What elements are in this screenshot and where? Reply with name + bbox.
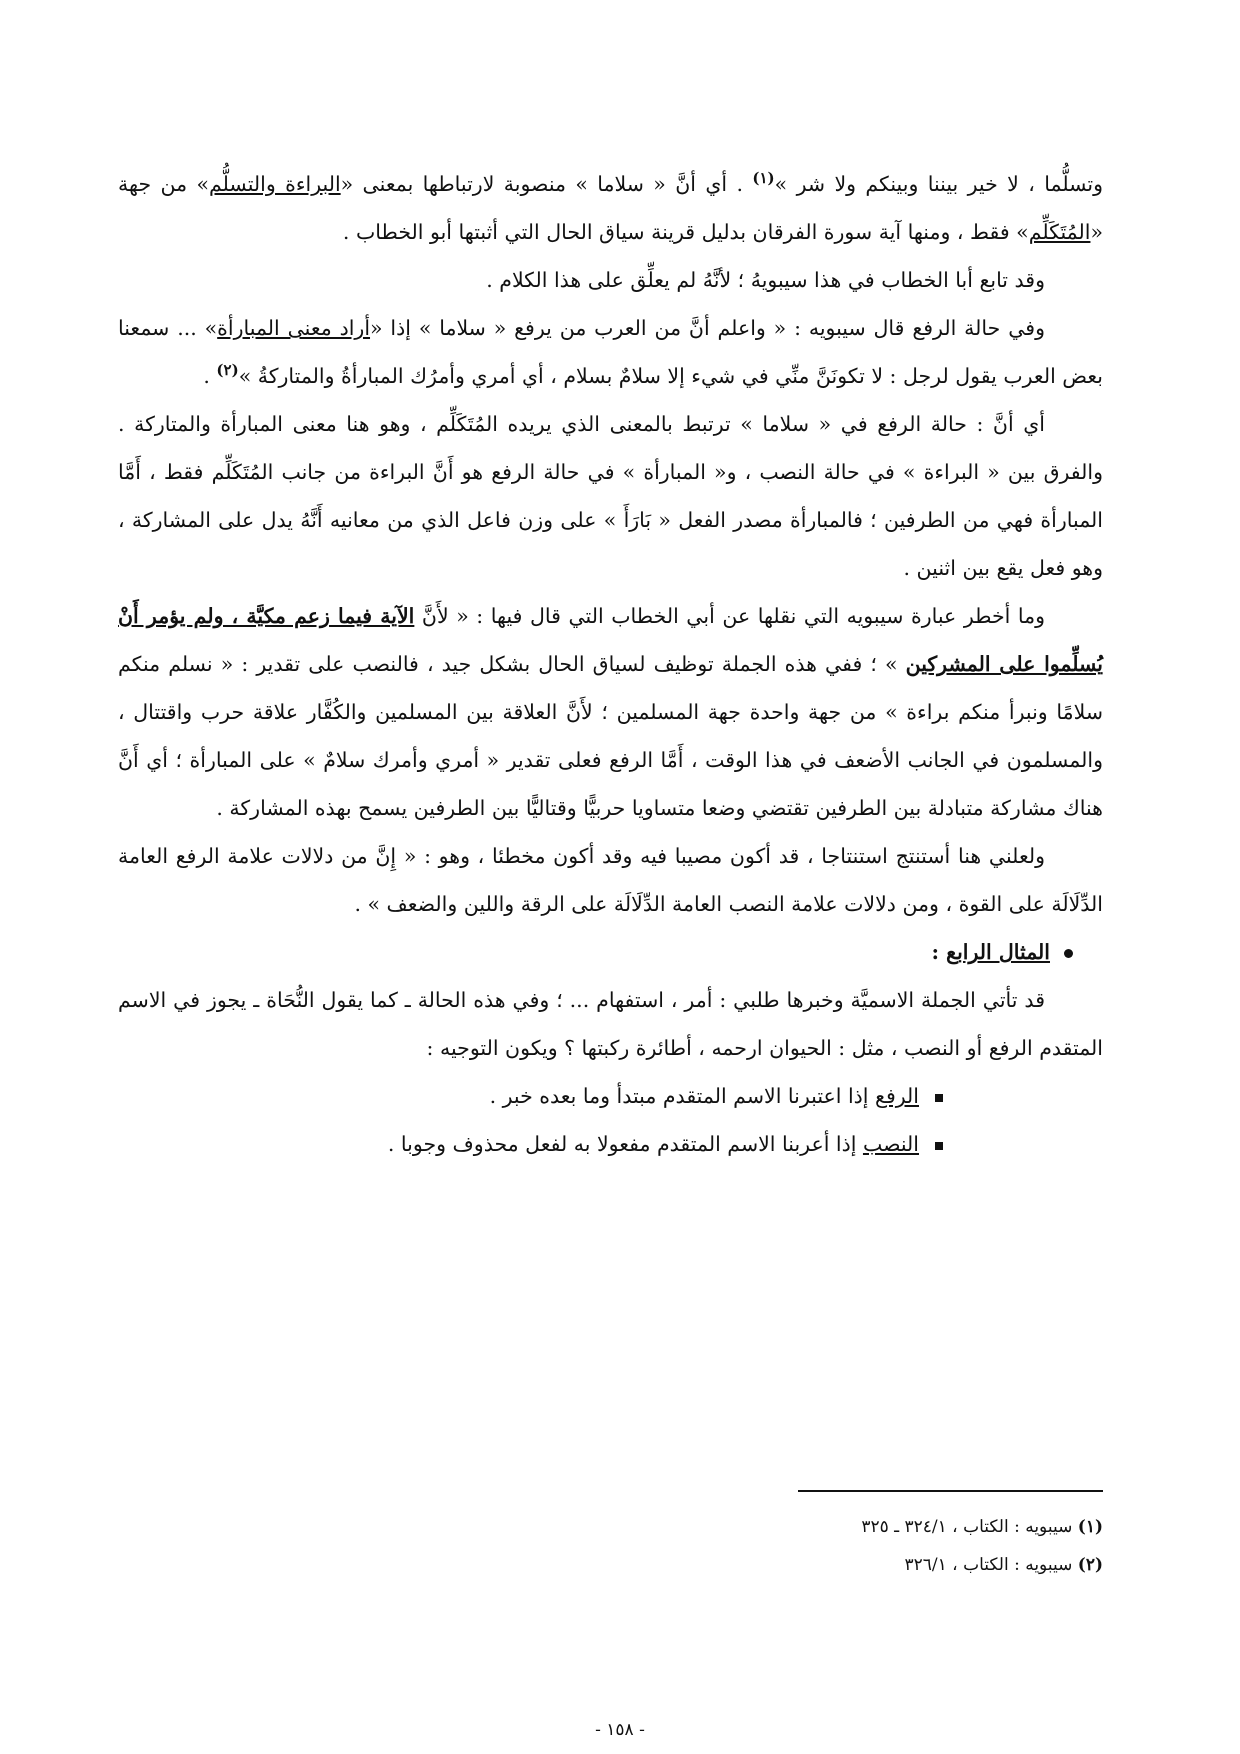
paragraph-1-text: وتسلُّما ، لا خير بيننا وبينكم ولا شر » xyxy=(774,172,1103,196)
list-item xyxy=(118,1072,1103,1120)
paragraph-7: قد تأتي الجملة الاسميَّة وخبرها طلبي : أمر ، استفهام ... ؛ وفي هذه الحالة ـ كما يقول النُّحَاة ـ يجوز في الاسم المتقدم الرفع أو النصب ، مثل : الحيوان ارحمه ، أطائرة ركبتها ؟ ويكون التوجيه : xyxy=(118,988,1103,1060)
list-item-term: النصب xyxy=(862,1132,919,1156)
paragraph-1 xyxy=(118,160,1103,256)
list-item-text: إذا اعتبرنا الاسم المتقدم مبتدأ وما بعده خبر . xyxy=(489,1084,876,1108)
paragraph-1-text: » فقط ، ومنها آية سورة الفرقان بدليل قرينة سياق الحال التي أثبتها أبو الخطاب . xyxy=(342,220,1029,244)
footnote-text: سيبويه : الكتاب ، ٣٢٦/١ xyxy=(904,1555,1078,1575)
footnote-1 xyxy=(118,1508,1103,1546)
paragraph-3-text: . xyxy=(203,364,217,388)
section-heading-colon: : xyxy=(931,940,947,964)
footnotes xyxy=(118,1508,1103,1584)
square-bullet-icon xyxy=(935,1142,943,1150)
paragraph-3-text: وفي حالة الرفع قال سيبويه : « واعلم أنَّ من العرب من يرفع « سلاما » إذا « xyxy=(370,316,1045,340)
bullet-dot-icon xyxy=(1064,949,1073,958)
section-heading-text: المثال الرابع xyxy=(946,940,1050,964)
bold-underlined-quote: الآية فيما زعم مكيَّة ، ولم يؤمر أَنْ يُسلِّموا على المشركين xyxy=(118,604,1103,676)
list-item-term: الرفع xyxy=(875,1084,919,1108)
paragraph-1-text: . أي أنَّ « سلاما » منصوبة لارتباطها بمعنى « xyxy=(340,172,753,196)
paragraph-2: وقد تابع أبا الخطاب في هذا سيبويهُ ؛ لأنَّهُ لم يعلِّق على هذا الكلام . xyxy=(486,268,1045,292)
underlined-phrase: المُتَكَلِّم xyxy=(1028,220,1091,244)
square-bullet-icon xyxy=(935,1094,943,1102)
paragraph-4: أي أنَّ : حالة الرفع في « سلاما » ترتبط بالمعنى الذي يريده المُتَكَلِّم ، وهو هنا معنى المبارأة والمتاركة . والفرق بين « البراءة » في حالة النصب ، و« المبارأة » في حالة الرفع هو أَنَّ البراءة من جانب المُتَكَلِّم فقط ، أَمَّا المبارأة فهي من الطرفين ؛ فالمبارأة مصدر الفعل « بَارَأَ » على وزن فاعل الذي من معانيه أَنَّهُ يدل على المشاركة ، وهو فعل يقع بين اثنين . xyxy=(118,412,1103,580)
footnote-2 xyxy=(118,1546,1103,1584)
body-text xyxy=(118,160,1103,1168)
footnote-number: (٢) xyxy=(1077,1555,1103,1575)
footnote-text: سيبويه : الكتاب ، ٣٢٤/١ ـ ٣٢٥ xyxy=(861,1517,1078,1537)
list-item-text: إذا أعربنا الاسم المتقدم مفعولا به لفعل محذوف وجوبا . xyxy=(387,1132,863,1156)
paragraph-5-text: وما أخطر عبارة سيبويه التي نقلها عن أبي الخطاب التي قال فيها : « لأَنَّ xyxy=(414,604,1046,628)
paragraph-3 xyxy=(118,304,1103,400)
paragraph-1-text: » من جهة « xyxy=(118,172,1103,244)
footnote-ref-1[interactable]: (١) xyxy=(752,169,775,188)
underlined-phrase: أراد معنى المبارأة xyxy=(217,316,371,340)
footnote-ref-2[interactable]: (٢) xyxy=(216,361,239,380)
page-number: - ١٥٨ - xyxy=(595,1720,645,1740)
footnote-number: (١) xyxy=(1077,1517,1103,1537)
paragraph-5 xyxy=(118,592,1103,832)
paragraph-3-text: » ... سمعنا بعض العرب يقول لرجل : لا تكونَنَّ منِّي في شيء إلا سلامٌ بسلام ، أي أمري وأمرُك المبارأةُ والمتاركةُ » xyxy=(118,316,1103,388)
list-item xyxy=(118,1120,1103,1168)
section-heading xyxy=(118,928,1103,976)
footnote-separator xyxy=(798,1490,1103,1492)
paragraph-5-text: » ؛ ففي هذه الجملة توظيف لسياق الحال بشكل جيد ، فالنصب على تقدير : « نسلم منكم سلامًا ونبرأ منكم براءة » من جهة واحدة جهة المسلمين ؛ لأَنَّ العلاقة بين المسلمين والكُفَّار علاقة حرب واقتتال ، والمسلمون في الجانب الأضعف في هذا الوقت ، أَمَّا الرفع فعلى تقدير « أمري وأمرك سلامٌ » على المبارأة ؛ أي أَنَّ هناك مشاركة متبادلة بين الطرفين تقتضي وضعا متساويا حربيًّا وقتاليًّا بين الطرفين يسمح بهذه المشاركة . xyxy=(118,652,1103,820)
paragraph-6: ولعلني هنا أستنتج استنتاجا ، قد أكون مصيبا فيه وقد أكون مخطئا ، وهو : « إِنَّ من دلالات علامة الرفع العامة الدِّلَالَة على القوة ، ومن دلالات علامة النصب العامة الدِّلَالَة على الرقة واللين والضعف » . xyxy=(118,844,1103,916)
underlined-phrase: البراءة والتسلُّم xyxy=(209,172,341,196)
